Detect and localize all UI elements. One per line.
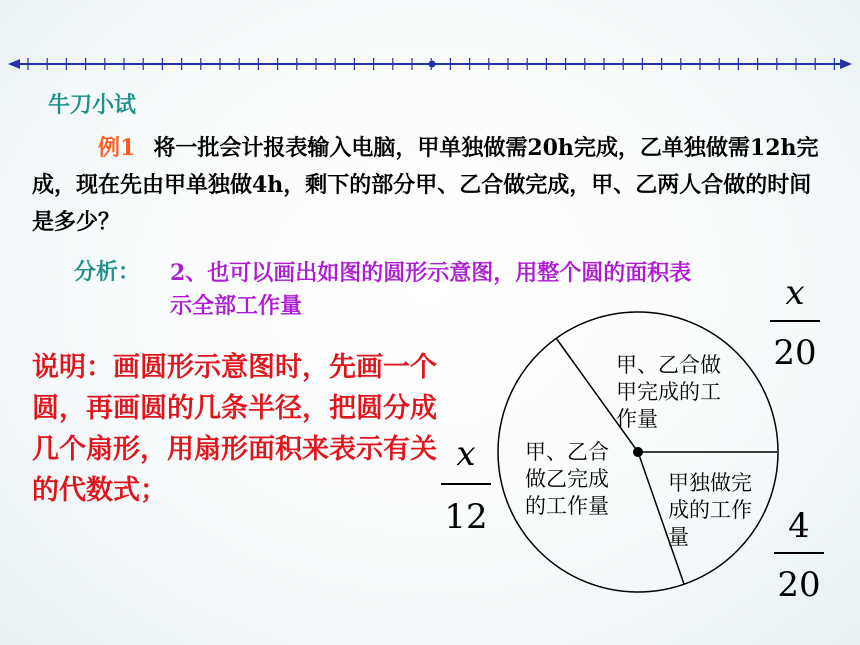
fraction-1-numerator: x: [785, 273, 805, 313]
fraction-3-denominator: 20: [777, 565, 821, 605]
fraction-1-denominator: 20: [773, 333, 817, 373]
sector-label-c-line3: 量: [668, 525, 689, 549]
section-title: 牛刀小试: [48, 92, 137, 118]
analysis-text: 2、也可以画出如图的圆形示意图，用整个圆的面积表示全部工作量: [170, 260, 692, 319]
note-text: 说明：画圆形示意图时，先画一个圆，再画圆的几条半径，把圆分成几个扇形，用扇形面积来表示有关的代数式；: [32, 352, 437, 506]
sector-label-c-line2: 成的工作: [668, 498, 752, 522]
sector-label-b-line3: 的工作量: [525, 494, 609, 518]
sector-label-b-line1: 甲、乙合: [525, 440, 609, 464]
sector-label-a-line1: 甲、乙合做: [616, 353, 721, 377]
example-label: 例1: [98, 135, 136, 161]
problem-text: 将一批会计报表输入电脑，甲单独做需20h完成，乙单独做需12h完成，现在先由甲单独做4h，剩下的部分甲、乙合做完成，甲、乙两人合做的时间是多少？: [32, 135, 819, 235]
center-point: [633, 447, 643, 457]
fraction-2-numerator: x: [456, 434, 476, 474]
sector-label-c-line1: 甲独做完: [668, 471, 752, 495]
sector-label-a-line3: 作量: [616, 407, 658, 431]
fraction-3-numerator: 4: [788, 506, 810, 546]
sector-label-a-line2: 甲完成的工: [616, 380, 721, 404]
sector-label-b-line2: 做乙完成: [525, 467, 609, 491]
analysis-label: 分析：: [74, 259, 141, 285]
fraction-2-denominator: 12: [444, 497, 488, 537]
